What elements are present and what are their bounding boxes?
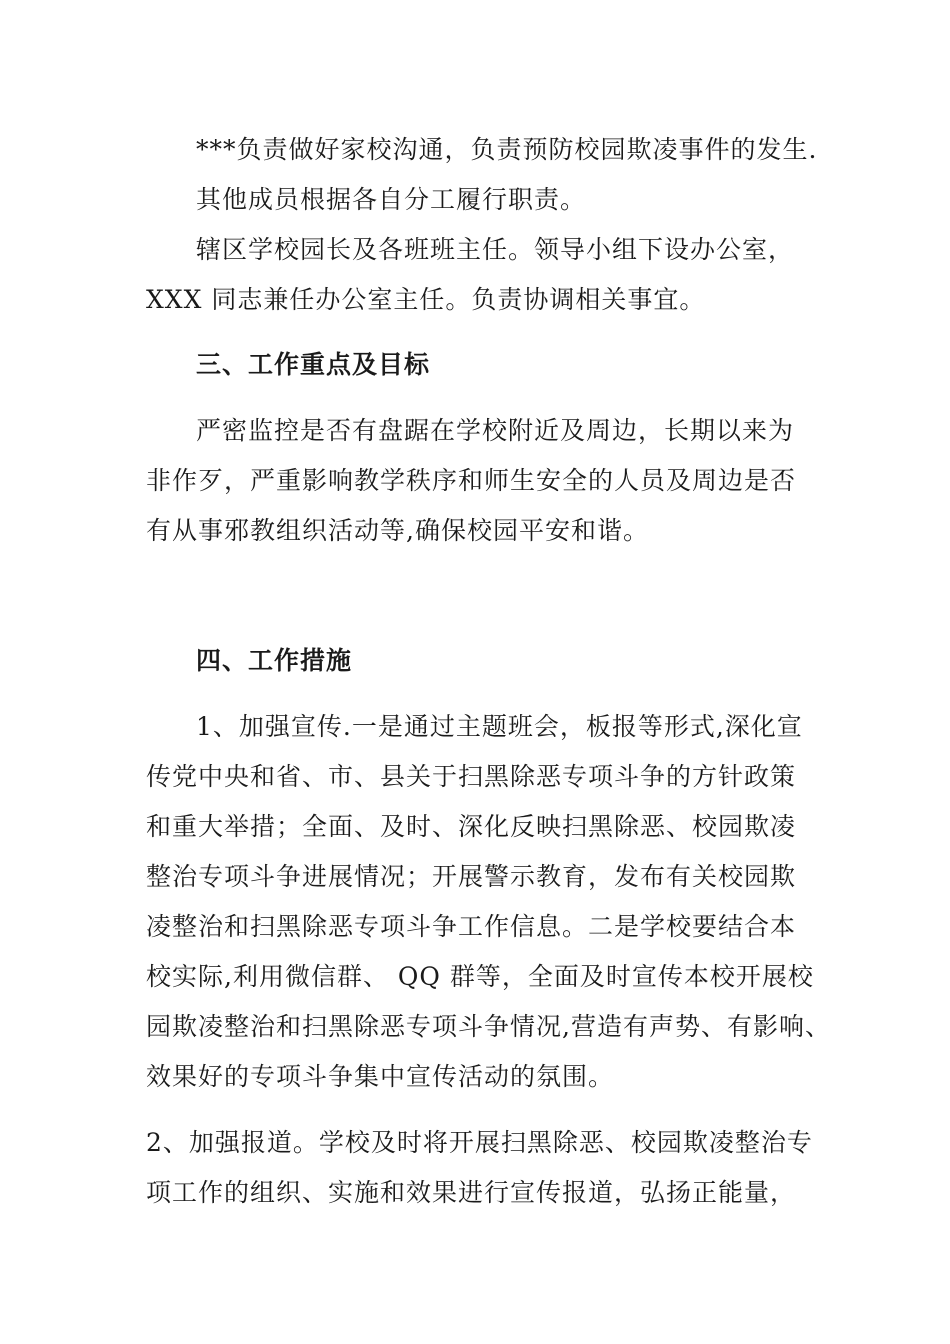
paragraph-line: 辖区学校园长及各班班主任。领导小组下设办公室，: [196, 235, 795, 264]
paragraph-line: 项工作的组织、实施和效果进行宣传报道，弘扬正能量，: [146, 1178, 797, 1207]
paragraph-line: 校实际,利用微信群、 QQ 群等，全面及时宣传本校开展校: [146, 962, 814, 991]
section-heading: 三、工作重点及目标: [196, 350, 431, 379]
paragraph-line: 和重大举措；全面、及时、深化反映扫黑除恶、校园欺凌: [146, 812, 797, 841]
paragraph-line: 有从事邪教组织活动等,确保校园平安和谐。: [146, 516, 649, 545]
paragraph-line: 其他成员根据各自分工履行职责。: [196, 185, 587, 214]
paragraph-line: 严密监控是否有盘踞在学校附近及周边，长期以来为: [196, 416, 795, 445]
paragraph-line: 整治专项斗争进展情况；开展警示教育，发布有关校园欺: [146, 862, 797, 891]
paragraph-line: 园欺凌整治和扫黑除恶专项斗争情况,营造有声势、有影响、: [146, 1012, 831, 1041]
paragraph-line: 传党中央和省、市、县关于扫黑除恶专项斗争的方针政策: [146, 762, 797, 791]
paragraph-line: 1、加强宣传.一是通过主题班会，板报等形式,深化宣: [196, 712, 803, 741]
paragraph-line: ***负责做好家校沟通，负责预防校园欺凌事件的发生.: [196, 135, 818, 164]
paragraph-line: 2、加强报道。学校及时将开展扫黑除恶、校园欺凌整治专: [146, 1128, 813, 1157]
paragraph-line: XXX 同志兼任办公室主任。负责协调相关事宜。: [146, 285, 706, 314]
paragraph-line: 凌整治和扫黑除恶专项斗争工作信息。二是学校要结合本: [146, 912, 797, 941]
section-heading: 四、工作措施: [196, 646, 353, 675]
paragraph-line: 效果好的专项斗争集中宣传活动的氛围。: [146, 1062, 615, 1091]
paragraph-line: 非作歹，严重影响教学秩序和师生安全的人员及周边是否: [146, 466, 797, 495]
